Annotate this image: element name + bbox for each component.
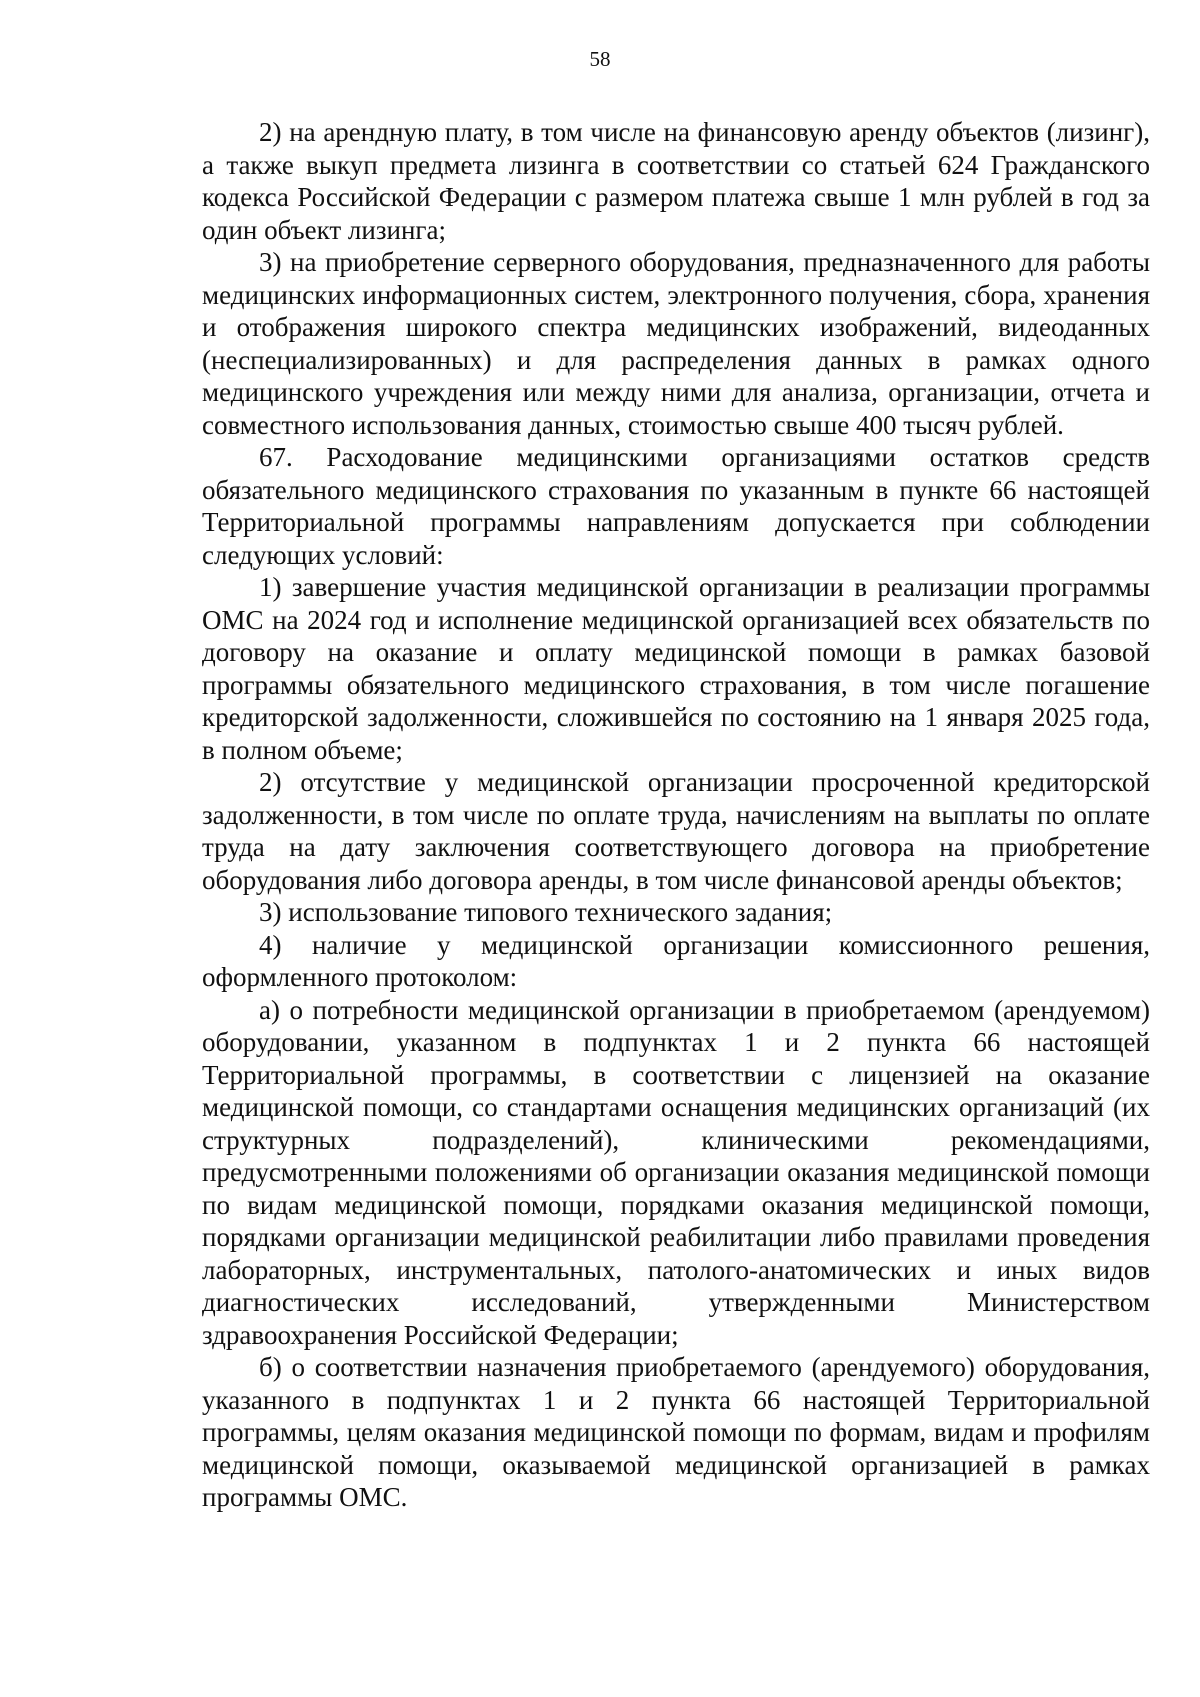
paragraph-subitem-a: а) о потребности медицинской организации в приобретаемом (арендуемом) оборудовании, указанном в подпунктах 1 и 2 пункта 66 настоящей Территориальной программы, в соответствии с лицензией на оказание медицинской помощи, со стандартами оснащения медицинских организаций (их структурных подразделений), клиническими рекомендациями, предусмотренными положениями об организации оказания медицинской помощи по видам медицинской помощи, порядками оказания медицинской помощи, порядками организации медицинской реабилитации либо правилами проведения лабораторных, инструментальных, патолого-анатомических и иных видов диагностических исследований, утвержденными Министерством здравоохранения Российской Федерации; [202,994,1150,1350]
paragraph-subitem-b: б) о соответствии назначения приобретаемого (арендуемого) оборудования, указанного в подпунктах 1 и 2 пункта 66 настоящей Территориальной программы, целям оказания медицинской помощи по формам, видам и профилям медицинской помощи, оказываемой медицинской организацией в рамках программы ОМС. [202,1352,1150,1512]
paragraph-item-3-server-equipment: 3) на приобретение серверного оборудования, предназначенного для работы медицинских информационных систем, электронного получения, сбора, хранения и отображения широкого спектра медицинских изображений, видеоданных (неспециализированных) и для распределения данных в рамках одного медицинского учреждения или между ними для анализа, организации, отчета и совместного использования данных, стоимостью свыше 400 тысяч рублей. [202,247,1150,440]
paragraph-condition-3: 3) использование типового технического задания; [259,897,833,927]
paragraph-condition-1: 1) завершение участия медицинской организации в реализации программы ОМС на 2024 год и исполнение медицинской организацией всех обязательств по договору на оказание и оплату медицинской помощи в рамках базовой программы обязательного медицинского страхования, в том числе погашение кредиторской задолженности, сложившейся по состоянию на 1 января 2025 года, в полном объеме; [202,572,1150,765]
paragraph-condition-4: 4) наличие у медицинской организации комиссионного решения, оформленного протоколом: [202,929,1150,992]
paragraph-clause-67: 67. Расходование медицинскими организациями остатков средств обязательного медицинского страхования по указанным в пункте 66 настоящей Территориальной программы направлениям допускается при соблюдении следующих условий: [202,442,1150,570]
paragraph-condition-2: 2) отсутствие у медицинской организации просроченной кредиторской задолженности, в том числе по оплате труда, начислениям на выплаты по оплате труда на дату заключения соответствующего договора на приобретение оборудования либо договора аренды, в том числе финансовой аренды объектов; [202,767,1150,895]
document-body [202,116,1150,1514]
page-number: 58 [589,47,611,71]
paragraph-item-2-lease: 2) на арендную плату, в том числе на финансовую аренду объектов (лизинг), а также выкуп предмета лизинга в соответствии со статьей 624 Гражданского кодекса Российской Федерации с размером платежа свыше 1 млн рублей в год за один объект лизинга; [202,117,1150,245]
